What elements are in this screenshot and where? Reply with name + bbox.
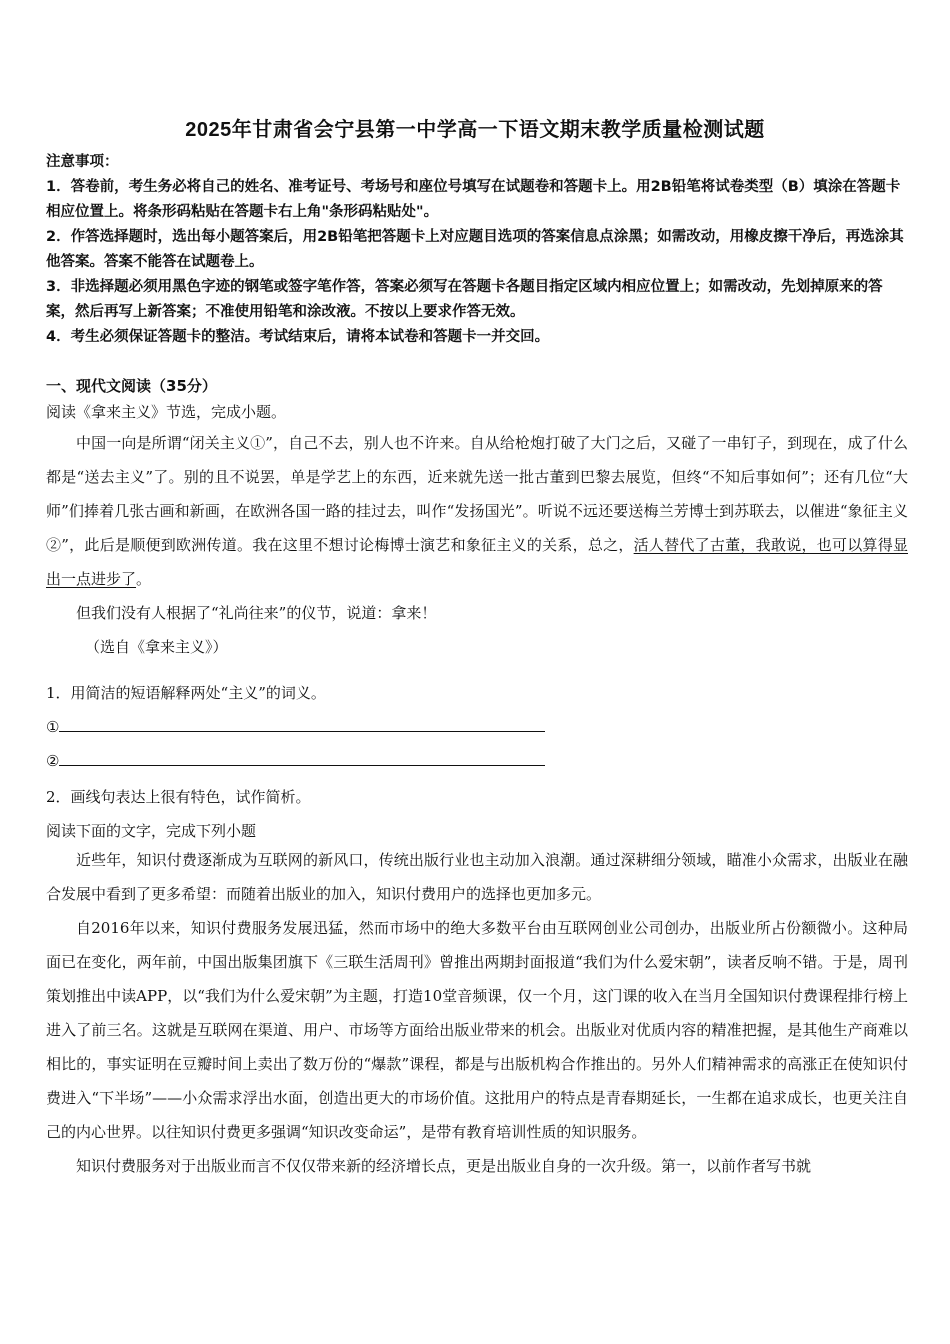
question-1: 1．用简洁的短语解释两处“主义”的词义。	[46, 684, 326, 702]
answer-blank[interactable]	[59, 750, 545, 766]
passage-paragraph: 知识付费服务对于出版业而言不仅仅带来新的经济增长点，更是出版业自身的一次升级。第一，以前作者写书就	[76, 1157, 812, 1175]
notice-heading: 注意事项：	[46, 154, 119, 170]
question-2: 2．画线句表达上很有特色，试作简析。	[46, 788, 311, 806]
passage-source: （选自《拿来主义》）	[85, 638, 228, 656]
reading-intro: 阅读《拿来主义》节选，完成小题。	[46, 403, 287, 421]
notice-item: 1．答卷前，考生务必将自己的姓名、准考证号、考场号和座位号填写在试题卷和答题卡上。用2B铅笔将试卷类型（B）填涂在答题卡相应位置上。将条形码粘贴在答题卡右上角"条形码粘贴处"。	[46, 179, 901, 220]
passage-1	[46, 426, 908, 664]
section-heading: 一、现代文阅读（35分）	[46, 377, 217, 395]
underlined-sentence: 活人替代了古董，我敢说，也可以算得显出一点进步了	[46, 536, 908, 588]
passage-paragraph: 中国一向是所谓“闭关主义①”，自己不去，别人也不许来。自从给枪炮打破了大门之后，又碰了一串钉子，到现在，成了什么都是“送去主义”了。别的且不说罢，单是学艺上的东西，近来就先送一批古董到巴黎去展览，但终“不知后事如何”；还有几位“大师”们捧着几张古画和新画，在欧洲各国一路的挂过去，叫作“发扬国光”。听说不远还要送梅兰芳博士到苏联去，以催进“象征主义②”，此后是顺便到欧洲传道。我在这里不想讨论梅博士演艺和象征主义的关系，总之，活人替代了古董，我敢说，也可以算得显出一点进步了。	[46, 434, 908, 588]
passage-paragraph: 但我们没有人根据了“礼尚往来”的仪节，说道：拿来！	[76, 604, 437, 622]
page-title: 2025年甘肃省会宁县第一中学高一下语文期末教学质量检测试题	[185, 119, 765, 141]
notice-item: 4．考生必须保证答题卡的整洁。考试结束后，请将本试卷和答题卡一并交回。	[46, 329, 550, 345]
notice-item: 2．作答选择题时，选出每小题答案后，用2B铅笔把答题卡上对应题目选项的答案信息点涂黑；如需改动，用橡皮擦干净后，再选涂其他答案。答案不能答在试题卷上。	[46, 229, 904, 270]
answer-line-2[interactable]: ②	[46, 750, 545, 770]
answer-blank[interactable]	[59, 716, 545, 732]
reading-intro-2: 阅读下面的文字，完成下列小题	[46, 822, 257, 840]
notice-item: 3．非选择题必须用黑色字迹的钢笔或签字笔作答，答案必须写在答题卡各题目指定区域内相应位置上；如需改动，先划掉原来的答案，然后再写上新答案；不准使用铅笔和涂改液。不按以上要求作答无效。	[46, 279, 883, 320]
notice-block	[46, 150, 906, 350]
passage-paragraph: 近些年，知识付费逐渐成为互联网的新风口，传统出版行业也主动加入浪潮。通过深耕细分领域，瞄准小众需求，出版业在融合发展中看到了更多希望：而随着出版业的加入，知识付费用户的选择也更加多元。	[46, 851, 908, 903]
answer-line-1[interactable]: ①	[46, 716, 545, 736]
passage-paragraph: 自2016年以来，知识付费服务发展迅猛，然而市场中的绝大多数平台由互联网创业公司创办，出版业所占份额微小。这种局面已在变化，两年前，中国出版集团旗下《三联生活周刊》曾推出两期封面报道“我们为什么爱宋朝”，读者反响不错。于是，周刊策划推出中读APP，以“我们为什么爱宋朝”为主题，打造10堂音频课，仅一个月，这门课的收入在当月全国知识付费课程排行榜上进入了前三名。这就是互联网在渠道、用户、市场等方面给出版业带来的机会。出版业对优质内容的精准把握，是其他生产商难以相比的，事实证明在豆瓣时间上卖出了数万份的“爆款”课程，都是与出版机构合作推出的。另外人们精神需求的高涨正在使知识付费进入“下半场”——小众需求浮出水面，创造出更大的市场价值。这批用户的特点是青春期延长，一生都在追求成长，也更关注自己的内心世界。以往知识付费更多强调“知识改变命运”，是带有教育培训性质的知识服务。	[46, 919, 908, 1141]
passage-2	[46, 843, 908, 1183]
